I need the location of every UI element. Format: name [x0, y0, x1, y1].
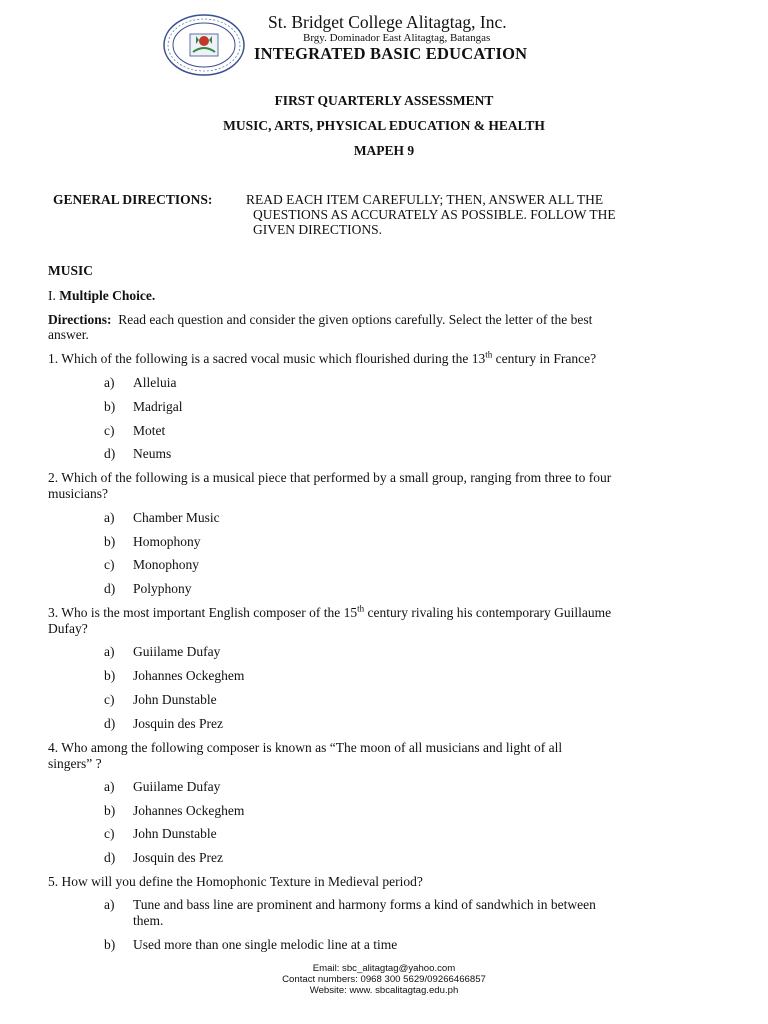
- question-4-cont: singers” ?: [48, 756, 102, 771]
- footer-contact: Contact numbers: 0968 300 5629/09266466857: [282, 974, 486, 985]
- option-letter: a): [104, 644, 115, 659]
- option-text: Josquin des Prez: [133, 850, 223, 865]
- college-seal-logo: [163, 14, 245, 76]
- directions-text-cont: answer.: [48, 327, 89, 342]
- option-text: Monophony: [133, 557, 200, 572]
- general-directions-label: GENERAL DIRECTIONS:: [53, 192, 213, 207]
- option-text: them.: [133, 913, 164, 928]
- question-2-cont: musicians?: [48, 486, 108, 501]
- option-letter: b): [104, 399, 116, 414]
- grade-title: MAPEH 9: [353, 143, 415, 158]
- footer-website: Website: www. sbcalitagtag.edu.ph: [309, 985, 459, 996]
- option-text: Neums: [133, 446, 172, 461]
- option-text: Homophony: [133, 534, 201, 549]
- question-3: [48, 605, 728, 621]
- option-text: Guiilame Dufay: [133, 644, 221, 659]
- superscript: th: [485, 349, 493, 360]
- general-directions-text: [246, 192, 716, 237]
- college-address: Brgy. Dominador East Alitagtag, Batangas: [303, 32, 491, 44]
- question-text: century rivaling his contemporary Guillaume: [364, 605, 612, 620]
- option-text: Madrigal: [133, 399, 183, 414]
- part-number: I.: [48, 288, 56, 303]
- option-text: Tune and bass line are prominent and harmony forms a kind of sandwhich in between: [133, 897, 596, 912]
- option-text: Motet: [133, 423, 166, 438]
- option-letter: a): [104, 375, 115, 390]
- option-letter: a): [104, 897, 115, 912]
- directions-label: Directions:: [48, 312, 112, 327]
- option-letter: d): [104, 716, 116, 731]
- question-3-cont: Dufay?: [48, 621, 88, 636]
- superscript: th: [357, 603, 365, 614]
- option-letter: d): [104, 446, 116, 461]
- option-text: John Dunstable: [133, 826, 217, 841]
- option-text: John Dunstable: [133, 692, 217, 707]
- general-directions-line: QUESTIONS AS ACCURATELY AS POSSIBLE. FOLLOW THE: [253, 207, 616, 222]
- option-text: Polyphony: [133, 581, 192, 596]
- section-heading: MUSIC: [48, 263, 94, 278]
- college-name: St. Bridget College Alitagtag, Inc.: [268, 12, 507, 32]
- option-text: Alleluia: [133, 375, 177, 390]
- department-name: INTEGRATED BASIC EDUCATION: [254, 44, 528, 63]
- option-letter: c): [104, 692, 115, 707]
- option-letter: b): [104, 668, 116, 683]
- question-text: 1. Which of the following is a sacred vocal music which flourished during the 13: [48, 351, 486, 366]
- question-4: 4. Who among the following composer is known as “The moon of all musicians and light of all: [48, 740, 563, 755]
- option-letter: c): [104, 423, 115, 438]
- subject-title: MUSIC, ARTS, PHYSICAL EDUCATION & HEALTH: [223, 118, 545, 133]
- question-text: century in France?: [492, 351, 597, 366]
- assessment-title: FIRST QUARTERLY ASSESSMENT: [274, 93, 494, 108]
- part-title: Multiple Choice.: [59, 288, 156, 303]
- option-letter: a): [104, 510, 115, 525]
- option-text: Guiilame Dufay: [133, 779, 221, 794]
- option-letter: c): [104, 826, 115, 841]
- question-5: 5. How will you define the Homophonic Texture in Medieval period?: [48, 874, 423, 889]
- option-letter: d): [104, 850, 116, 865]
- part-directions: [48, 312, 592, 328]
- part-heading: [48, 288, 155, 304]
- option-letter: b): [104, 534, 116, 549]
- directions-text: Read each question and consider the given options carefully. Select the letter of the best: [118, 312, 593, 327]
- option-text: Josquin des Prez: [133, 716, 223, 731]
- footer-email: Email: sbc_alitagtag@yahoo.com: [312, 963, 456, 974]
- general-directions-line: READ EACH ITEM CAREFULLY; THEN, ANSWER ALL THE: [246, 192, 604, 207]
- option-text: Johannes Ockeghem: [133, 668, 245, 683]
- option-letter: b): [104, 937, 116, 952]
- option-letter: a): [104, 779, 115, 794]
- option-text: Chamber Music: [133, 510, 220, 525]
- question-text: 3. Who is the most important English composer of the 15: [48, 605, 358, 620]
- general-directions-line: GIVEN DIRECTIONS.: [253, 222, 382, 237]
- option-text: Johannes Ockeghem: [133, 803, 245, 818]
- option-letter: d): [104, 581, 116, 596]
- option-letter: c): [104, 557, 115, 572]
- question-1: [48, 351, 728, 367]
- question-text: 2. Which of the following is a musical piece that performed by a small group, ranging from three to four: [48, 470, 612, 485]
- option-letter: b): [104, 803, 116, 818]
- question-2: [48, 470, 728, 486]
- option-text: Used more than one single melodic line at a time: [133, 937, 398, 952]
